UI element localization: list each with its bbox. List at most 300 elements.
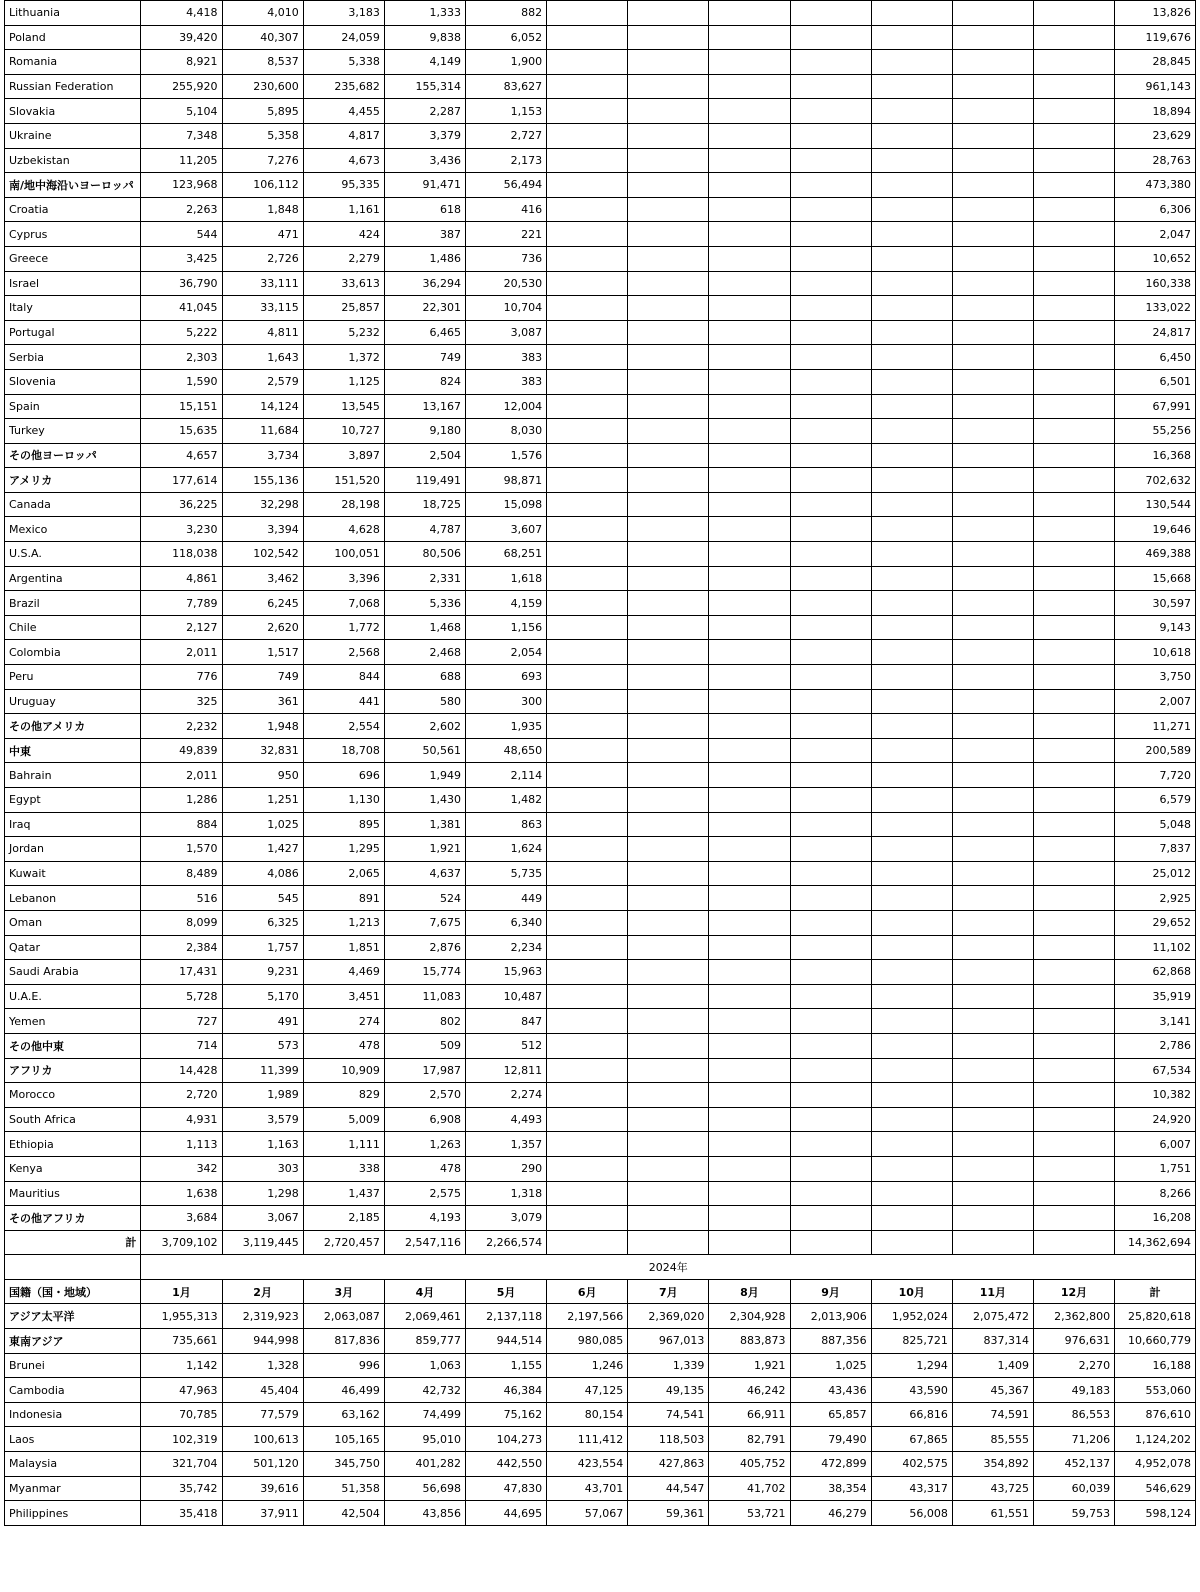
month-value-cell: 1,409 <box>952 1353 1033 1378</box>
month-value-cell: 15,635 <box>141 419 222 444</box>
empty-month-cell <box>628 812 709 837</box>
month-value-cell: 423,554 <box>547 1452 628 1477</box>
month-value-cell: 1,125 <box>303 369 384 394</box>
month-value-cell: 3,079 <box>465 1206 546 1231</box>
row-total-cell: 5,048 <box>1115 812 1196 837</box>
row-total-cell: 13,826 <box>1115 1 1196 26</box>
month-value-cell: 383 <box>465 369 546 394</box>
month-value-cell: 817,836 <box>303 1329 384 1354</box>
empty-month-cell <box>547 296 628 321</box>
empty-month-cell <box>871 1058 952 1083</box>
country-name-cell: Slovakia <box>5 99 141 124</box>
row-total-cell: 6,501 <box>1115 369 1196 394</box>
month-value-cell: 74,541 <box>628 1402 709 1427</box>
table-row <box>5 1156 1196 1181</box>
month-value-cell: 4,010 <box>222 1 303 26</box>
empty-month-cell <box>628 222 709 247</box>
month-value-cell: 2,274 <box>465 1083 546 1108</box>
month-header: 2月 <box>222 1279 303 1304</box>
month-value-cell: 15,963 <box>465 960 546 985</box>
table-row <box>5 1083 1196 1108</box>
month-value-cell: 14,124 <box>222 394 303 419</box>
empty-month-cell <box>1033 222 1114 247</box>
empty-month-cell <box>1033 1230 1114 1255</box>
row-total-cell: 7,720 <box>1115 763 1196 788</box>
empty-month-cell <box>709 419 790 444</box>
month-value-cell: 70,785 <box>141 1402 222 1427</box>
empty-month-cell <box>709 763 790 788</box>
month-value-cell: 727 <box>141 1009 222 1034</box>
empty-month-cell <box>871 25 952 50</box>
month-value-cell: 11,205 <box>141 148 222 173</box>
empty-month-cell <box>547 320 628 345</box>
row-total-cell: 553,060 <box>1115 1378 1196 1403</box>
empty-month-cell <box>790 935 871 960</box>
empty-month-cell <box>628 123 709 148</box>
row-total-cell: 11,271 <box>1115 714 1196 739</box>
month-value-cell: 1,851 <box>303 935 384 960</box>
table-row <box>5 320 1196 345</box>
month-value-cell: 472,899 <box>790 1452 871 1477</box>
month-value-cell: 5,104 <box>141 99 222 124</box>
empty-month-cell <box>790 837 871 862</box>
empty-month-cell <box>1033 246 1114 271</box>
row-total-cell: 876,610 <box>1115 1402 1196 1427</box>
month-value-cell: 10,909 <box>303 1058 384 1083</box>
month-value-cell: 618 <box>384 197 465 222</box>
empty-month-cell <box>709 222 790 247</box>
month-value-cell: 802 <box>384 1009 465 1034</box>
empty-month-cell <box>871 468 952 493</box>
country-name-cell: Iraq <box>5 812 141 837</box>
empty-month-cell <box>790 1156 871 1181</box>
month-value-cell: 1,643 <box>222 345 303 370</box>
empty-month-cell <box>790 1181 871 1206</box>
month-value-cell: 100,613 <box>222 1427 303 1452</box>
row-total-cell: 67,534 <box>1115 1058 1196 1083</box>
month-value-cell: 847 <box>465 1009 546 1034</box>
empty-month-cell <box>628 492 709 517</box>
empty-month-cell <box>871 566 952 591</box>
table-row <box>5 1452 1196 1477</box>
empty-month-cell <box>952 173 1033 198</box>
empty-month-cell <box>1033 714 1114 739</box>
month-value-cell: 1,372 <box>303 345 384 370</box>
month-value-cell: 512 <box>465 1033 546 1058</box>
month-value-cell: 15,151 <box>141 394 222 419</box>
month-value-cell: 3,087 <box>465 320 546 345</box>
row-total-cell: 23,629 <box>1115 123 1196 148</box>
empty-month-cell <box>628 468 709 493</box>
month-value-cell: 4,811 <box>222 320 303 345</box>
empty-month-cell <box>952 984 1033 1009</box>
month-value-cell: 4,817 <box>303 123 384 148</box>
month-value-cell: 321,704 <box>141 1452 222 1477</box>
table-row <box>5 591 1196 616</box>
table-row <box>5 984 1196 1009</box>
month-value-cell: 1,142 <box>141 1353 222 1378</box>
country-name-cell: Brazil <box>5 591 141 616</box>
empty-month-cell <box>952 1206 1033 1231</box>
month-value-cell: 67,865 <box>871 1427 952 1452</box>
table-row <box>5 246 1196 271</box>
empty-month-cell <box>790 1009 871 1034</box>
month-value-cell: 544 <box>141 222 222 247</box>
month-value-cell: 714 <box>141 1033 222 1058</box>
empty-month-cell <box>790 197 871 222</box>
empty-month-cell <box>547 173 628 198</box>
month-value-cell: 3,451 <box>303 984 384 1009</box>
month-header: 3月 <box>303 1279 384 1304</box>
month-value-cell: 80,154 <box>547 1402 628 1427</box>
empty-month-cell <box>1033 640 1114 665</box>
empty-month-cell <box>547 1107 628 1132</box>
month-value-cell: 1,437 <box>303 1181 384 1206</box>
row-total-cell: 16,368 <box>1115 443 1196 468</box>
row-total-cell: 469,388 <box>1115 542 1196 567</box>
table-row <box>5 566 1196 591</box>
country-name-cell: Greece <box>5 246 141 271</box>
month-value-cell: 56,494 <box>465 173 546 198</box>
month-value-cell: 501,120 <box>222 1452 303 1477</box>
empty-month-cell <box>790 222 871 247</box>
country-name-cell: Colombia <box>5 640 141 665</box>
month-value-cell: 405,752 <box>709 1452 790 1477</box>
empty-month-cell <box>790 910 871 935</box>
month-value-cell: 38,354 <box>790 1476 871 1501</box>
empty-month-cell <box>1033 763 1114 788</box>
empty-month-cell <box>1033 738 1114 763</box>
empty-month-cell <box>709 296 790 321</box>
empty-month-cell <box>547 788 628 813</box>
row-total-cell: 28,763 <box>1115 148 1196 173</box>
empty-month-cell <box>547 1156 628 1181</box>
empty-month-cell <box>547 419 628 444</box>
month-value-cell: 2,114 <box>465 763 546 788</box>
month-value-cell: 825,721 <box>871 1329 952 1354</box>
empty-month-cell <box>709 886 790 911</box>
empty-month-cell <box>871 517 952 542</box>
month-value-cell: 1,153 <box>465 99 546 124</box>
month-value-cell: 177,614 <box>141 468 222 493</box>
empty-month-cell <box>547 50 628 75</box>
month-value-cell: 2,720 <box>141 1083 222 1108</box>
empty-month-cell <box>952 271 1033 296</box>
empty-month-cell <box>790 566 871 591</box>
empty-month-cell <box>628 960 709 985</box>
month-value-cell: 2,568 <box>303 640 384 665</box>
month-value-cell: 104,273 <box>465 1427 546 1452</box>
month-value-cell: 736 <box>465 246 546 271</box>
month-value-cell: 1,381 <box>384 812 465 837</box>
month-value-cell: 63,162 <box>303 1402 384 1427</box>
month-value-cell: 24,059 <box>303 25 384 50</box>
empty-month-cell <box>709 665 790 690</box>
row-total-cell: 6,450 <box>1115 345 1196 370</box>
month-value-cell: 573 <box>222 1033 303 1058</box>
empty-month-cell <box>952 320 1033 345</box>
empty-month-cell <box>547 665 628 690</box>
empty-month-cell <box>628 591 709 616</box>
empty-month-cell <box>1033 886 1114 911</box>
empty-month-cell <box>952 910 1033 935</box>
empty-month-cell <box>547 935 628 960</box>
month-value-cell: 8,921 <box>141 50 222 75</box>
empty-month-cell <box>628 25 709 50</box>
empty-month-cell <box>790 50 871 75</box>
empty-month-cell <box>628 443 709 468</box>
table-row <box>5 443 1196 468</box>
month-header: 4月 <box>384 1279 465 1304</box>
empty-month-cell <box>547 25 628 50</box>
month-value-cell: 5,009 <box>303 1107 384 1132</box>
month-value-cell: 1,318 <box>465 1181 546 1206</box>
month-value-cell: 545 <box>222 886 303 911</box>
empty-month-cell <box>709 591 790 616</box>
empty-month-cell <box>547 566 628 591</box>
month-value-cell: 2,579 <box>222 369 303 394</box>
month-value-cell: 39,420 <box>141 25 222 50</box>
country-name-cell: Myanmar <box>5 1476 141 1501</box>
country-name-cell: Italy <box>5 296 141 321</box>
month-value-cell: 2,011 <box>141 640 222 665</box>
country-name-cell: 東南アジア <box>5 1329 141 1354</box>
empty-month-cell <box>952 1132 1033 1157</box>
empty-month-cell <box>871 689 952 714</box>
month-value-cell: 41,702 <box>709 1476 790 1501</box>
country-name-cell: その他中東 <box>5 1033 141 1058</box>
country-name-cell: Jordan <box>5 837 141 862</box>
month-value-cell: 944,514 <box>465 1329 546 1354</box>
month-value-cell: 1,757 <box>222 935 303 960</box>
month-value-cell: 155,136 <box>222 468 303 493</box>
empty-month-cell <box>871 271 952 296</box>
country-name-cell: その他アメリカ <box>5 714 141 739</box>
month-value-cell: 449 <box>465 886 546 911</box>
empty-month-cell <box>871 419 952 444</box>
month-value-cell: 3,394 <box>222 517 303 542</box>
month-value-cell: 151,520 <box>303 468 384 493</box>
empty-month-cell <box>871 246 952 271</box>
empty-month-cell <box>790 763 871 788</box>
empty-month-cell <box>628 861 709 886</box>
empty-month-cell <box>871 960 952 985</box>
empty-month-cell <box>1033 837 1114 862</box>
country-name-cell: Yemen <box>5 1009 141 1034</box>
month-value-cell: 57,067 <box>547 1501 628 1526</box>
empty-month-cell <box>790 591 871 616</box>
empty-month-cell <box>709 246 790 271</box>
country-name-cell: Malaysia <box>5 1452 141 1477</box>
month-value-cell: 696 <box>303 763 384 788</box>
month-value-cell: 2,876 <box>384 935 465 960</box>
row-total-cell: 961,143 <box>1115 74 1196 99</box>
empty-month-cell <box>547 443 628 468</box>
month-value-cell: 1,949 <box>384 763 465 788</box>
month-value-cell: 17,431 <box>141 960 222 985</box>
empty-month-cell <box>1033 861 1114 886</box>
month-value-cell: 338 <box>303 1156 384 1181</box>
empty-month-cell <box>547 148 628 173</box>
empty-month-cell <box>628 640 709 665</box>
empty-month-cell <box>709 714 790 739</box>
empty-month-cell <box>1033 517 1114 542</box>
row-total-cell: 18,894 <box>1115 99 1196 124</box>
empty-month-cell <box>709 99 790 124</box>
country-name-cell: Israel <box>5 271 141 296</box>
month-value-cell: 2,234 <box>465 935 546 960</box>
month-value-cell: 1,161 <box>303 197 384 222</box>
empty-month-cell <box>952 1058 1033 1083</box>
month-value-cell: 884 <box>141 812 222 837</box>
month-value-cell: 44,547 <box>628 1476 709 1501</box>
empty-month-cell <box>871 738 952 763</box>
month-value-cell: 1,130 <box>303 788 384 813</box>
month-value-cell: 2,232 <box>141 714 222 739</box>
country-name-cell: Peru <box>5 665 141 690</box>
country-name-cell: Mauritius <box>5 1181 141 1206</box>
empty-month-cell <box>790 542 871 567</box>
month-total-cell: 3,119,445 <box>222 1230 303 1255</box>
empty-month-cell <box>871 1107 952 1132</box>
month-value-cell: 2,197,566 <box>547 1304 628 1329</box>
row-total-cell: 16,188 <box>1115 1353 1196 1378</box>
month-value-cell: 41,045 <box>141 296 222 321</box>
month-value-cell: 8,030 <box>465 419 546 444</box>
row-total-cell: 6,306 <box>1115 197 1196 222</box>
empty-month-cell <box>790 1107 871 1132</box>
country-name-cell: その他ヨーロッパ <box>5 443 141 468</box>
month-value-cell: 580 <box>384 689 465 714</box>
country-name-cell: Canada <box>5 492 141 517</box>
empty-month-cell <box>628 271 709 296</box>
month-value-cell: 7,675 <box>384 910 465 935</box>
month-value-cell: 516 <box>141 886 222 911</box>
row-total-cell: 29,652 <box>1115 910 1196 935</box>
empty-month-cell <box>871 50 952 75</box>
table-row <box>5 788 1196 813</box>
month-value-cell: 33,115 <box>222 296 303 321</box>
empty-month-cell <box>709 910 790 935</box>
table-row <box>5 517 1196 542</box>
country-name-cell: アジア太平洋 <box>5 1304 141 1329</box>
grand-total-row <box>5 1230 1196 1255</box>
row-total-cell: 3,750 <box>1115 665 1196 690</box>
empty-month-cell <box>790 394 871 419</box>
month-value-cell: 980,085 <box>547 1329 628 1354</box>
country-name-cell: South Africa <box>5 1107 141 1132</box>
empty-month-cell <box>709 837 790 862</box>
month-value-cell: 1,772 <box>303 615 384 640</box>
empty-month-cell <box>790 984 871 1009</box>
month-value-cell: 43,725 <box>952 1476 1033 1501</box>
empty-month-cell <box>871 1206 952 1231</box>
month-value-cell: 3,607 <box>465 517 546 542</box>
table-row <box>5 689 1196 714</box>
month-value-cell: 1,486 <box>384 246 465 271</box>
empty-month-cell <box>790 1058 871 1083</box>
month-value-cell: 1,576 <box>465 443 546 468</box>
empty-month-cell <box>1033 1009 1114 1034</box>
month-value-cell: 8,099 <box>141 910 222 935</box>
month-value-cell: 2,554 <box>303 714 384 739</box>
empty-month-cell <box>709 689 790 714</box>
month-value-cell: 48,650 <box>465 738 546 763</box>
country-name-cell: Egypt <box>5 788 141 813</box>
visitor-statistics-table <box>4 0 1196 1526</box>
row-total-cell: 119,676 <box>1115 25 1196 50</box>
month-value-cell: 3,379 <box>384 123 465 148</box>
empty-month-cell <box>871 812 952 837</box>
month-value-cell: 4,931 <box>141 1107 222 1132</box>
month-value-cell: 83,627 <box>465 74 546 99</box>
empty-month-cell <box>952 714 1033 739</box>
month-value-cell: 345,750 <box>303 1452 384 1477</box>
row-total-cell: 6,579 <box>1115 788 1196 813</box>
month-value-cell: 1,952,024 <box>871 1304 952 1329</box>
month-value-cell: 4,657 <box>141 443 222 468</box>
month-value-cell: 3,396 <box>303 566 384 591</box>
empty-month-cell <box>790 812 871 837</box>
empty-month-cell <box>547 492 628 517</box>
month-value-cell: 74,499 <box>384 1402 465 1427</box>
empty-month-cell <box>628 689 709 714</box>
empty-month-cell <box>628 1107 709 1132</box>
month-value-cell: 2,013,906 <box>790 1304 871 1329</box>
empty-month-cell <box>790 517 871 542</box>
month-value-cell: 2,127 <box>141 615 222 640</box>
empty-month-cell <box>871 1083 952 1108</box>
month-value-cell: 9,838 <box>384 25 465 50</box>
month-value-cell: 46,279 <box>790 1501 871 1526</box>
empty-month-cell <box>709 1107 790 1132</box>
empty-month-cell <box>790 1132 871 1157</box>
month-value-cell: 2,270 <box>1033 1353 1114 1378</box>
month-value-cell: 45,404 <box>222 1378 303 1403</box>
month-value-cell: 6,052 <box>465 25 546 50</box>
table-row <box>5 640 1196 665</box>
row-total-cell: 6,007 <box>1115 1132 1196 1157</box>
month-value-cell: 1,357 <box>465 1132 546 1157</box>
empty-month-cell <box>709 173 790 198</box>
month-value-cell: 14,428 <box>141 1058 222 1083</box>
month-value-cell: 1,570 <box>141 837 222 862</box>
empty-month-cell <box>628 566 709 591</box>
empty-month-cell <box>709 738 790 763</box>
month-value-cell: 255,920 <box>141 74 222 99</box>
month-value-cell: 8,489 <box>141 861 222 886</box>
month-value-cell: 47,830 <box>465 1476 546 1501</box>
empty-month-cell <box>709 542 790 567</box>
month-value-cell: 442,550 <box>465 1452 546 1477</box>
empty-month-cell <box>547 246 628 271</box>
empty-month-cell <box>871 788 952 813</box>
country-name-cell: Serbia <box>5 345 141 370</box>
table-row <box>5 197 1196 222</box>
month-value-cell: 9,231 <box>222 960 303 985</box>
empty-month-cell <box>709 861 790 886</box>
empty-month-cell <box>952 788 1033 813</box>
empty-month-cell <box>547 1132 628 1157</box>
month-value-cell: 100,051 <box>303 542 384 567</box>
month-value-cell: 2,319,923 <box>222 1304 303 1329</box>
table-row <box>5 1476 1196 1501</box>
empty-month-cell <box>709 345 790 370</box>
table-row <box>5 665 1196 690</box>
month-value-cell: 79,490 <box>790 1427 871 1452</box>
month-value-cell: 3,684 <box>141 1206 222 1231</box>
month-value-cell: 18,725 <box>384 492 465 517</box>
